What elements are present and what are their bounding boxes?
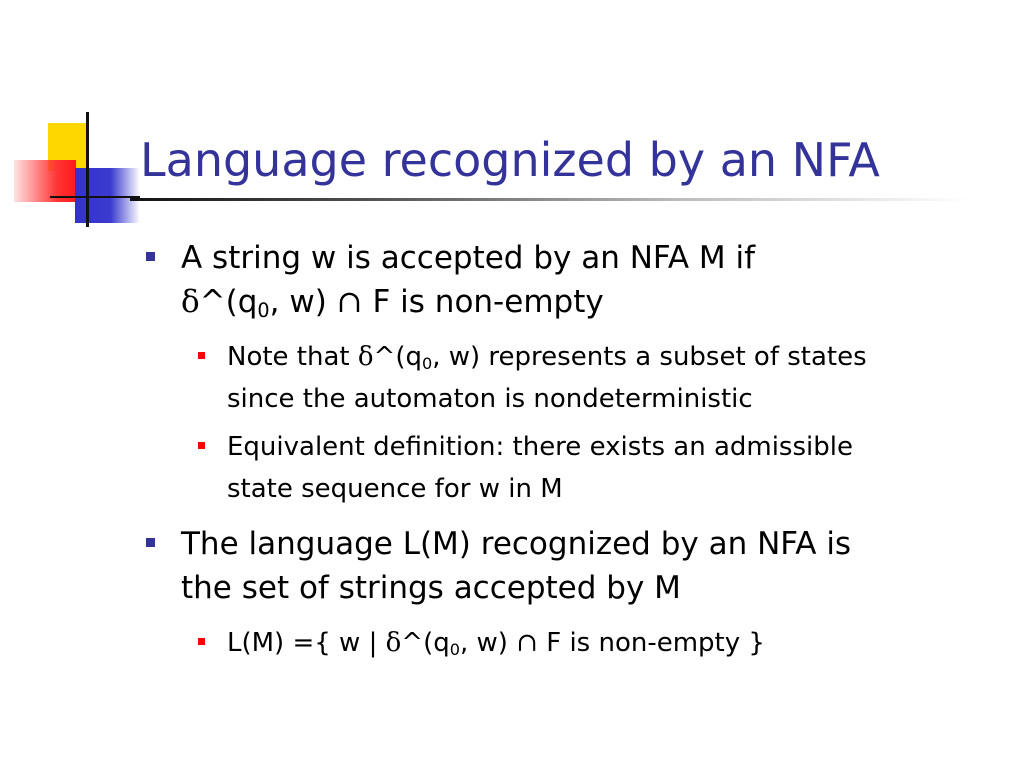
- sub-bullet-text-line: [227, 336, 997, 378]
- square-bullet-icon: [198, 638, 205, 645]
- delta-symbol: δ: [385, 628, 402, 658]
- sub-bullet-item: [227, 426, 997, 510]
- sub-bullet-item: [227, 336, 997, 420]
- sub-bullet-text: Note that: [227, 342, 358, 372]
- intersection-symbol: ∩: [516, 628, 538, 658]
- horizontal-line-shape: [50, 196, 140, 198]
- bullet-item: [181, 236, 981, 324]
- square-bullet-icon: [198, 352, 205, 359]
- subscript: 0: [449, 640, 460, 660]
- delta-symbol: δ: [181, 284, 200, 320]
- title-underline: [130, 198, 970, 201]
- sub-bullet-text-line: state sequence for w in M: [227, 474, 563, 504]
- sub-bullet-text: , w) represents a subset of states: [432, 342, 867, 372]
- decorative-logo: [0, 0, 150, 240]
- bullet-text-line: the set of strings accepted by M: [181, 570, 681, 606]
- square-bullet-icon: [198, 442, 205, 449]
- sub-bullet-formula-line: [227, 622, 997, 664]
- subscript: 0: [257, 298, 270, 322]
- vertical-line-shape: [86, 112, 89, 227]
- formula-text: ^(q: [401, 628, 450, 658]
- bullet-text-line: The language L(M) recognized by an NFA is: [181, 526, 852, 562]
- slide-title: Language recognized by an NFA: [140, 133, 880, 187]
- formula-text: , w): [459, 628, 517, 658]
- subscript: 0: [421, 354, 433, 374]
- formula-text: L(M) ={ w |: [227, 628, 386, 658]
- formula-text: , w): [269, 284, 337, 320]
- intersection-symbol: ∩: [336, 284, 363, 320]
- formula-text: ^(q: [199, 284, 258, 320]
- bullet-item: [181, 522, 981, 610]
- formula-text: ^(q: [373, 342, 422, 372]
- delta-symbol: δ: [357, 342, 374, 372]
- bullet-formula-line: [181, 280, 981, 324]
- sub-bullet-text-line: since the automaton is nondeterministic: [227, 384, 753, 414]
- formula-text: F is non-empty }: [537, 628, 765, 658]
- square-bullet-icon: [146, 252, 155, 261]
- sub-bullet-text-line: Equivalent definition: there exists an admissible: [227, 432, 853, 462]
- square-bullet-icon: [146, 538, 155, 547]
- sub-bullet-item: [227, 622, 997, 664]
- bullet-text-line: A string w is accepted by an NFA M if: [181, 240, 756, 276]
- formula-text: F is non-empty: [362, 284, 604, 320]
